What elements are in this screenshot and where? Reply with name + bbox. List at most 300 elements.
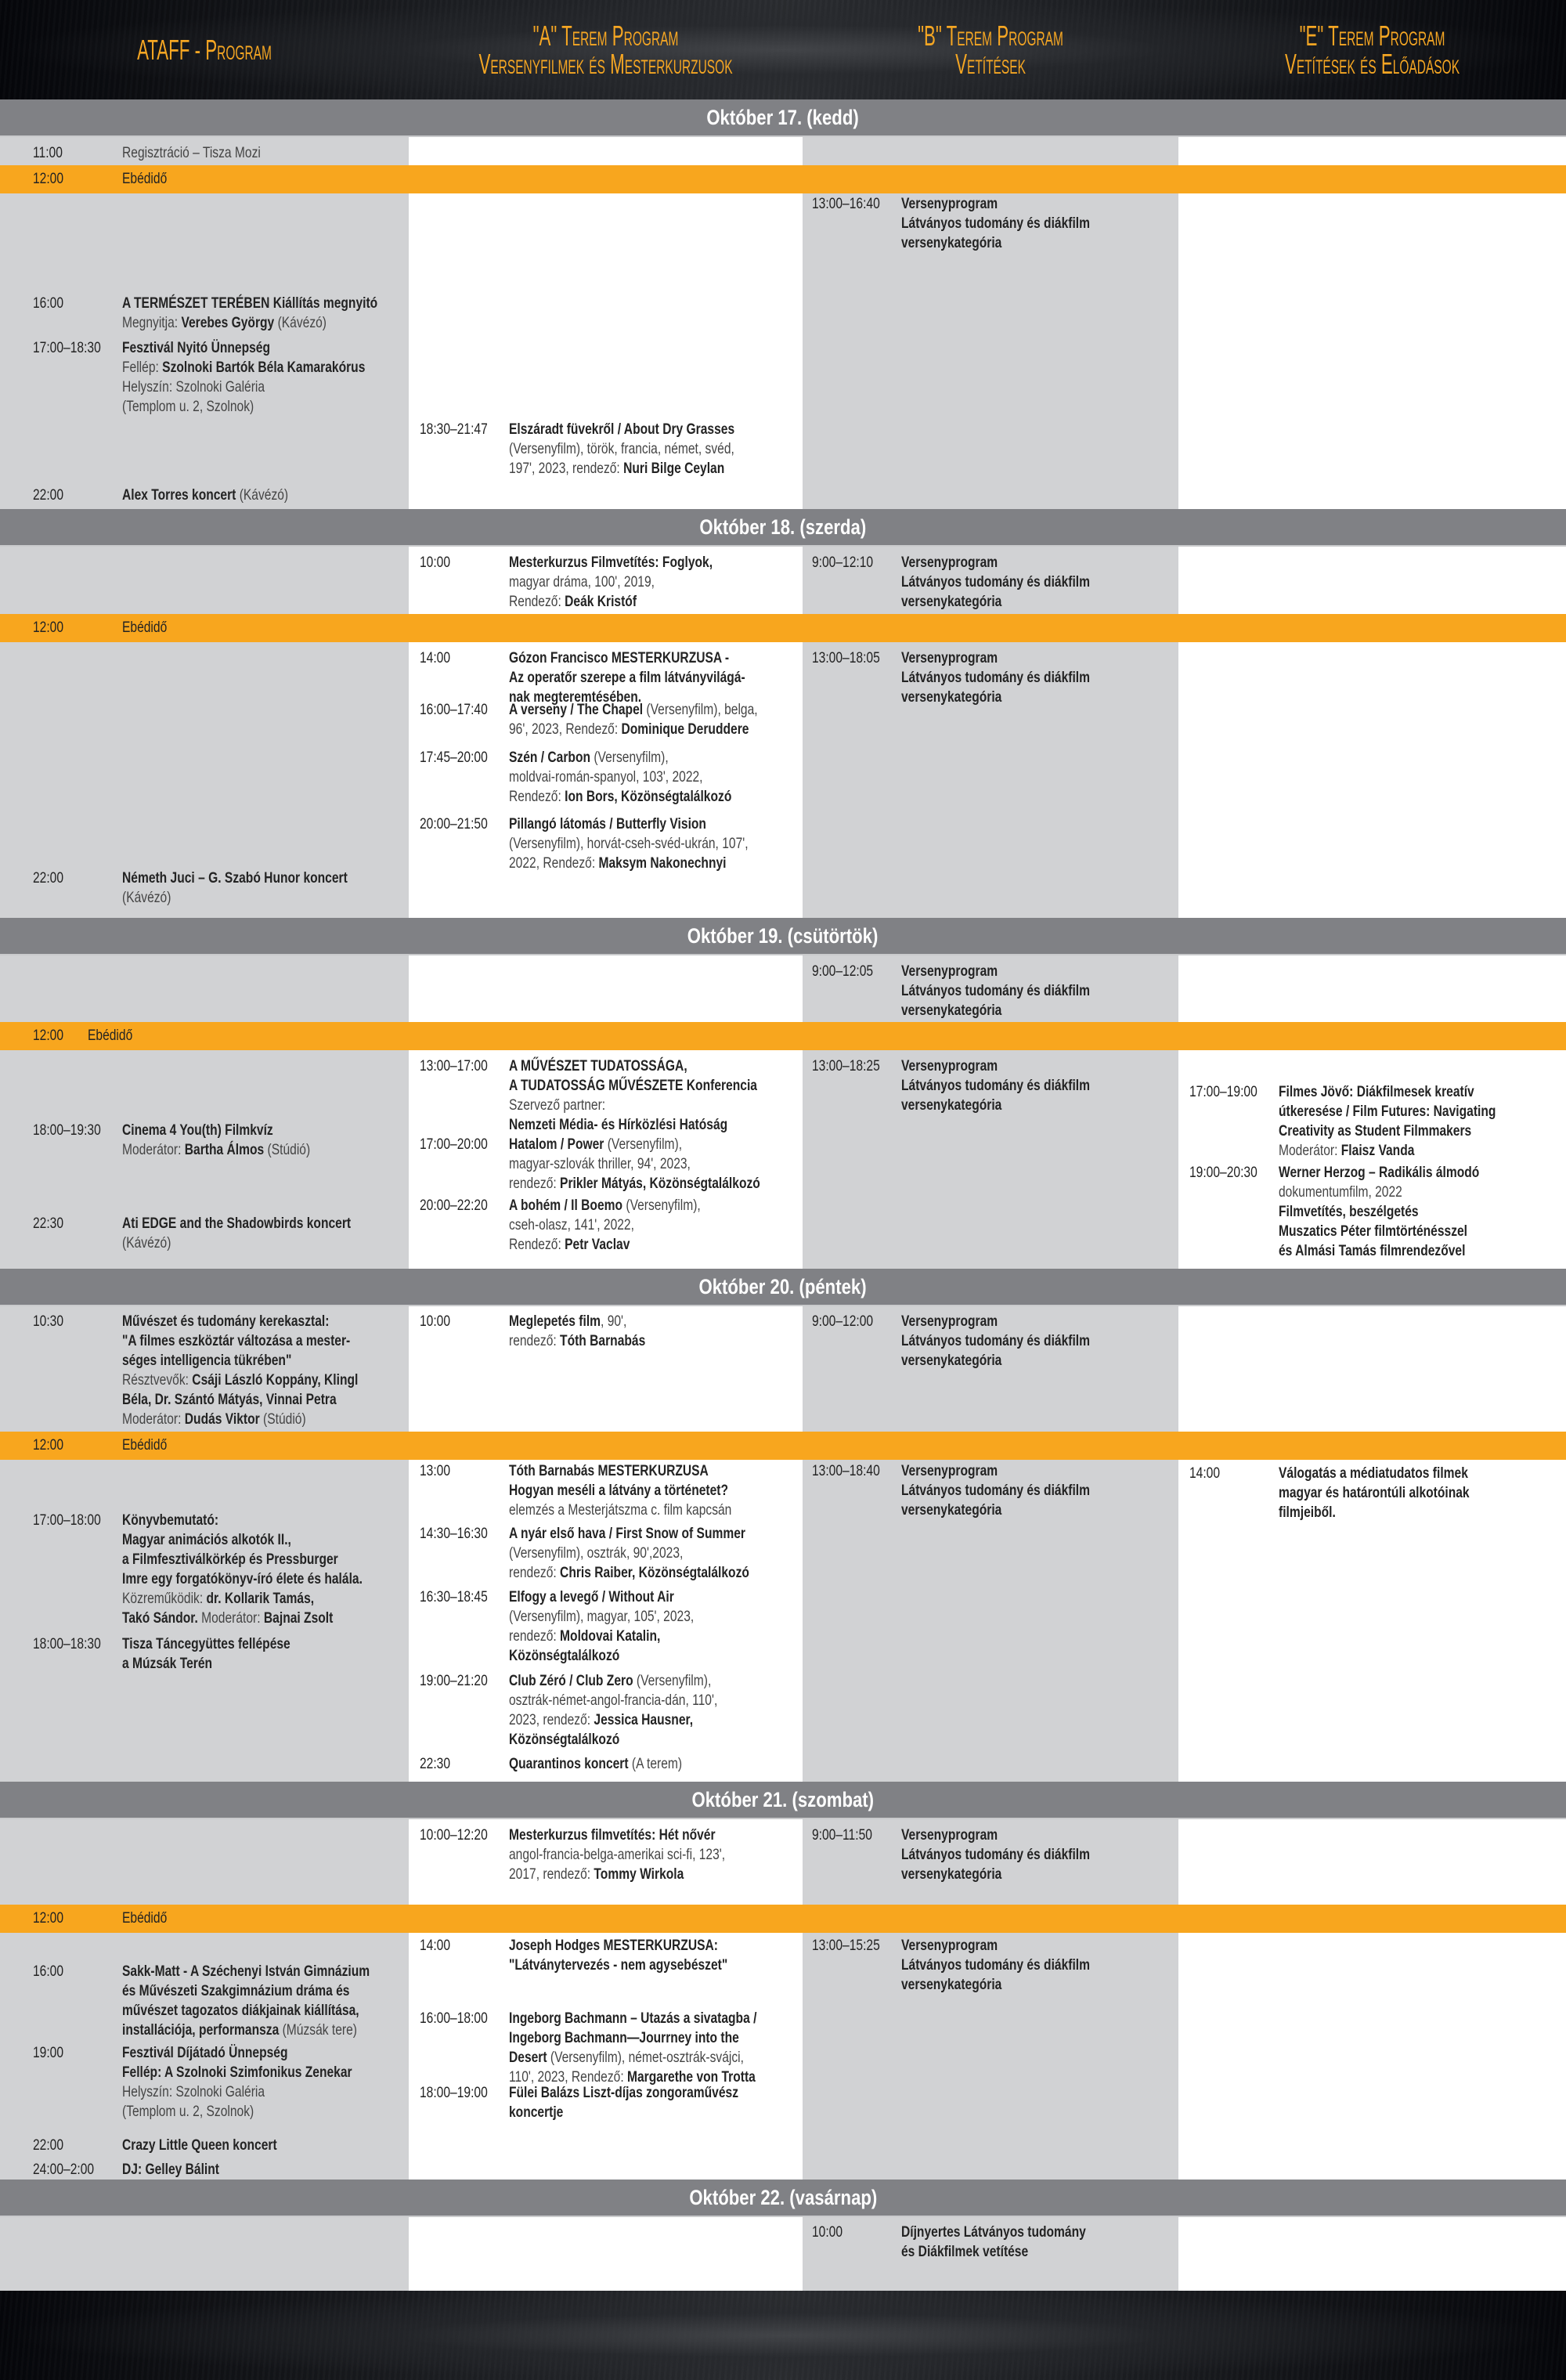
event-time-text: 9:00–12:00 xyxy=(812,1313,874,1330)
event-line-text xyxy=(509,720,749,739)
event-line-text xyxy=(509,2103,563,2122)
text-segment: (Versenyfilm), belga, xyxy=(643,701,758,718)
event-line xyxy=(901,648,1172,668)
date-label: Október 19. (csütörtök) xyxy=(687,923,879,948)
lunch-break-bar xyxy=(0,614,1566,642)
event-time-text: 14:00 xyxy=(420,649,451,666)
event-line-text xyxy=(901,233,1001,253)
event-line-text xyxy=(509,1691,717,1710)
event-line-text xyxy=(122,2160,219,2180)
lunch-label-text: Ebédidő xyxy=(122,1909,168,1927)
event-time xyxy=(812,194,901,253)
event-line xyxy=(901,1001,1172,1020)
event-line xyxy=(509,720,820,739)
event-line xyxy=(122,1634,401,1654)
event-line-text xyxy=(509,1154,691,1174)
event-line-text xyxy=(509,814,706,834)
date-label: Október 20. (péntek) xyxy=(698,1274,868,1298)
date-band xyxy=(0,509,1566,547)
person-name: Moldovai Katalin, xyxy=(560,1627,661,1645)
text-segment: Szén / Carbon xyxy=(509,749,591,766)
event-line xyxy=(901,194,1172,214)
event-description xyxy=(509,2083,799,2122)
event-line-text xyxy=(901,1331,1090,1351)
event-line xyxy=(509,1501,799,1520)
event-line-text xyxy=(1279,1082,1474,1102)
person-name: Takó Sándor. xyxy=(122,1609,198,1627)
person-name: Prikler Mátyás, Közönségtalálkozó xyxy=(560,1175,760,1192)
event-line xyxy=(509,834,808,854)
text-segment: A TUDATOSSÁG MŰVÉSZETE Konferencia xyxy=(509,1077,757,1094)
event-line xyxy=(901,962,1172,981)
event-item[interactable] xyxy=(33,338,401,417)
event-time-text: 13:00–15:25 xyxy=(812,1937,880,1954)
event-line xyxy=(509,1115,819,1135)
text-segment: (Versenyfilm), magyar, 105', 2023, xyxy=(509,1608,695,1625)
event-time-text: 16:30–18:45 xyxy=(420,1588,488,1605)
text-segment: Muszatics Péter filmtörténésszel xyxy=(1279,1223,1468,1240)
event-item[interactable] xyxy=(33,1214,401,1253)
event-line xyxy=(509,592,799,612)
text-segment: (Stúdió) xyxy=(259,1410,306,1428)
text-segment: Németh Juci – G. Szabó Hunor koncert xyxy=(122,869,348,887)
event-line-text xyxy=(122,2001,359,2021)
event-line-text xyxy=(509,1524,745,1544)
event-item[interactable] xyxy=(420,1461,799,1520)
lunch-time xyxy=(33,1026,88,1046)
event-item[interactable] xyxy=(812,194,1172,253)
event-line xyxy=(509,1154,823,1174)
event-line-text xyxy=(122,313,327,333)
text-segment: Fülei Balázs Liszt-díjas zongoraművész xyxy=(509,2084,739,2101)
text-segment: versenykategória xyxy=(901,1501,1002,1519)
text-segment: , 90', xyxy=(601,1313,627,1330)
person-name: Bartha Álmos xyxy=(184,1141,265,1158)
lunch-break-bar xyxy=(0,1905,1566,1933)
text-segment: Magyar animációs alkotók II., xyxy=(122,1531,291,1548)
event-item[interactable] xyxy=(420,1312,799,1351)
event-line-text xyxy=(122,358,365,377)
text-segment: Ati EDGE and the Shadowbirds koncert xyxy=(122,1215,352,1232)
event-line xyxy=(122,1312,417,1331)
event-item[interactable] xyxy=(420,1587,799,1666)
text-segment: (Múzsák tere) xyxy=(279,2021,357,2039)
event-item[interactable] xyxy=(420,1936,799,1975)
text-segment: (Kávézó) xyxy=(236,486,289,504)
event-item[interactable] xyxy=(33,1511,401,1628)
event-line-text xyxy=(509,420,734,439)
event-line-text xyxy=(509,1056,687,1076)
event-time xyxy=(33,143,122,163)
lunch-time-text: 12:00 xyxy=(33,1909,64,1927)
event-line-text xyxy=(901,1845,1090,1865)
text-segment: Elszáradt füvekről / About Dry Grasses xyxy=(509,421,735,438)
event-item[interactable] xyxy=(812,553,1172,612)
text-segment: Az operatőr szerepe a film látványvilágá- xyxy=(509,669,745,686)
event-line-text xyxy=(122,1609,333,1628)
event-item[interactable] xyxy=(812,1826,1172,1884)
person-name: Bajnai Zsolt xyxy=(263,1609,334,1627)
event-item[interactable] xyxy=(420,1754,799,1774)
event-time xyxy=(812,1936,901,1995)
person-name: Dudás Viktor xyxy=(184,1410,260,1428)
event-line xyxy=(509,1671,799,1691)
event-time xyxy=(33,2136,122,2155)
event-line xyxy=(901,1056,1172,1076)
event-time-text: 14:30–16:30 xyxy=(420,1525,488,1542)
text-segment: "Látványtervezés - nem agysebészet" xyxy=(509,1956,728,1974)
event-line-text xyxy=(1279,1121,1471,1141)
event-description xyxy=(509,1312,799,1351)
event-line-text xyxy=(122,1312,329,1331)
event-time xyxy=(420,648,509,707)
text-segment: Tóth Barnabás MESTERKURZUSA xyxy=(509,1462,709,1479)
event-description xyxy=(901,1461,1172,1520)
event-line-text xyxy=(509,2083,738,2103)
event-line-text xyxy=(122,1530,291,1550)
event-line xyxy=(122,1214,408,1233)
event-line-text xyxy=(122,869,348,888)
event-line-text xyxy=(509,1646,619,1666)
event-line xyxy=(509,2083,799,2103)
event-time-text: 16:00–18:00 xyxy=(420,2010,488,2027)
event-line-text xyxy=(901,1865,1001,1884)
text-segment: Mesterkurzus filmvetítés: Hét nővér xyxy=(509,1826,716,1844)
column-ataff xyxy=(0,1819,409,2180)
event-item[interactable] xyxy=(420,1196,799,1255)
header-subtitle: Versenyfilmek és Mesterkurzusok xyxy=(478,47,733,80)
person-name: dr. Kollarik Tamás, xyxy=(206,1590,315,1607)
event-item[interactable] xyxy=(420,700,799,739)
event-item[interactable] xyxy=(420,420,799,479)
event-time-text: 18:00–19:30 xyxy=(33,1121,101,1139)
event-line xyxy=(1279,1082,1565,1102)
event-item[interactable] xyxy=(420,1524,799,1583)
text-segment: Imre egy forgatókönyv-író élete és halála. xyxy=(122,1570,363,1587)
text-segment: Versenyprogram xyxy=(901,962,998,980)
text-segment: magyar-szlovák thriller, 94', 2023, xyxy=(509,1155,691,1172)
event-time-text: 13:00–16:40 xyxy=(812,195,880,212)
event-line-text xyxy=(509,1956,727,1975)
event-line-text xyxy=(509,439,734,459)
column-terem-e xyxy=(1178,547,1566,918)
text-segment: A nyár első hava / First Snow of Summer xyxy=(509,1525,745,1542)
text-segment: Hogyan meséli a látvány a történetet? xyxy=(509,1482,729,1499)
event-line xyxy=(901,572,1172,592)
event-line xyxy=(509,748,799,767)
event-line-text xyxy=(509,1826,716,1845)
event-item[interactable] xyxy=(812,1461,1172,1520)
text-segment: Moderátor: xyxy=(122,1141,185,1158)
event-description xyxy=(901,1312,1172,1371)
event-line-text xyxy=(901,981,1090,1001)
text-segment: DJ: Gelley Bálint xyxy=(122,2161,219,2178)
event-line-text xyxy=(509,668,745,688)
event-item[interactable] xyxy=(420,553,799,612)
column-terem-b xyxy=(803,547,1178,918)
text-segment: Meglepetés film xyxy=(509,1313,601,1330)
text-segment: Díjnyertes Látványos tudomány xyxy=(901,2223,1086,2241)
event-line-text xyxy=(122,1589,314,1609)
event-line xyxy=(901,1351,1172,1371)
event-item[interactable] xyxy=(420,2083,799,2122)
event-line xyxy=(122,1121,401,1140)
text-segment: (Kávézó) xyxy=(122,1234,171,1251)
event-line-text xyxy=(1279,1241,1465,1261)
event-item[interactable] xyxy=(33,1121,401,1160)
column-terem-a xyxy=(409,1306,803,1782)
lunch-time xyxy=(33,169,122,189)
event-line xyxy=(122,2021,431,2040)
event-item[interactable] xyxy=(420,1671,799,1750)
event-item[interactable] xyxy=(812,1936,1172,1995)
event-line xyxy=(509,1544,810,1563)
event-item[interactable] xyxy=(33,2136,401,2155)
event-description xyxy=(901,962,1172,1020)
text-segment: Moderátor: xyxy=(1279,1142,1341,1159)
event-line xyxy=(509,1056,819,1076)
event-item[interactable] xyxy=(420,1056,799,1135)
text-segment: a Múzsák Terén xyxy=(122,1655,213,1672)
event-line xyxy=(122,2001,431,2021)
event-line-text xyxy=(509,767,703,787)
lunch-time xyxy=(33,1436,122,1455)
event-description xyxy=(509,1754,799,1774)
lunch-label xyxy=(122,1436,179,1455)
event-item[interactable] xyxy=(33,869,401,908)
event-line xyxy=(1279,1483,1565,1503)
event-item[interactable] xyxy=(812,1056,1172,1115)
event-line xyxy=(509,1646,799,1666)
event-line xyxy=(122,338,426,358)
event-description xyxy=(901,1936,1172,1995)
text-segment: Versenyprogram xyxy=(901,1937,998,1954)
event-line xyxy=(122,1530,423,1550)
event-line-text xyxy=(901,648,998,668)
text-segment: Desert xyxy=(509,2049,547,2066)
event-time xyxy=(420,1056,509,1135)
event-line-text xyxy=(509,1196,701,1215)
event-line-text xyxy=(509,1235,630,1255)
event-time xyxy=(33,338,122,417)
text-segment: magyar dráma, 100', 2019, xyxy=(509,573,655,590)
event-line-text xyxy=(122,1331,350,1351)
event-item[interactable] xyxy=(812,2223,1172,2262)
event-line xyxy=(509,1481,799,1501)
text-segment: dokumentumfilm, 2022 xyxy=(1279,1183,1402,1201)
event-line-text xyxy=(901,1501,1001,1520)
event-line xyxy=(509,1235,799,1255)
text-segment: installációja, performansza xyxy=(122,2021,280,2039)
text-segment: Versenyprogram xyxy=(901,1462,998,1479)
text-segment: Rendező: xyxy=(509,788,565,805)
event-item[interactable] xyxy=(33,143,401,163)
event-item[interactable] xyxy=(420,814,799,873)
event-line xyxy=(901,1076,1172,1096)
text-segment: Szervező partner: xyxy=(509,1096,606,1114)
event-time-text: 9:00–12:05 xyxy=(812,962,874,980)
event-line xyxy=(509,648,804,668)
event-item[interactable] xyxy=(812,962,1172,1020)
event-time xyxy=(420,1587,509,1666)
lunch-label-text: Ebédidő xyxy=(122,619,168,636)
event-description xyxy=(122,1121,401,1160)
event-time-text: 20:00–21:50 xyxy=(420,815,488,832)
text-segment: A MŰVÉSZET TUDATOSSÁGA, xyxy=(509,1057,687,1074)
text-segment: Ingeborg Bachmann – Utazás a sivatagba / xyxy=(509,2010,757,2027)
event-line xyxy=(122,1331,417,1351)
event-line-text xyxy=(1279,1483,1470,1503)
event-item[interactable] xyxy=(420,1135,799,1194)
text-segment: Sakk-Matt - A Széchenyi István Gimnázium xyxy=(122,1963,370,1980)
event-time-text: 20:00–22:20 xyxy=(420,1197,488,1214)
event-item[interactable] xyxy=(420,748,799,807)
lunch-time xyxy=(33,618,122,637)
text-segment: Creativity as Student Filmmakers xyxy=(1279,1122,1472,1139)
text-segment: rendező: xyxy=(509,1332,561,1349)
event-time xyxy=(33,486,122,505)
event-item[interactable] xyxy=(1189,1464,1565,1522)
event-description xyxy=(509,1587,799,1666)
event-description xyxy=(122,1511,423,1628)
event-time-text: 18:00–19:00 xyxy=(420,2084,488,2101)
event-item[interactable] xyxy=(33,1634,401,1674)
text-segment: Club Zéró / Club Zero xyxy=(509,1672,633,1689)
event-line-text xyxy=(509,1076,757,1096)
event-line-text xyxy=(901,214,1090,233)
event-line-text xyxy=(509,787,731,807)
event-item[interactable] xyxy=(33,2043,401,2122)
event-line xyxy=(1279,1464,1565,1483)
text-segment: versenykategória xyxy=(901,688,1002,706)
event-time xyxy=(420,2009,509,2087)
event-description xyxy=(122,1214,408,1253)
event-line-text xyxy=(122,2102,254,2122)
event-line xyxy=(122,1569,423,1589)
event-line xyxy=(509,1607,799,1627)
event-time xyxy=(420,814,509,873)
event-description xyxy=(901,1056,1172,1115)
event-time-text: 13:00–18:05 xyxy=(812,649,880,666)
lunch-time-text: 12:00 xyxy=(33,1436,64,1454)
date-band xyxy=(0,1782,1566,1819)
event-line xyxy=(901,1826,1172,1845)
event-time-text: 22:00 xyxy=(33,869,64,887)
header-terem-e xyxy=(1252,0,1492,99)
event-item[interactable] xyxy=(33,294,401,333)
text-segment: (Kávézó) xyxy=(122,889,171,906)
event-item[interactable] xyxy=(33,1962,401,2040)
event-time-text: 18:00–18:30 xyxy=(33,1635,101,1652)
event-line-text xyxy=(122,397,254,417)
text-segment: Fellép: A Szolnoki Szimfonikus Zenekar xyxy=(122,2064,352,2081)
text-segment: Versenyprogram xyxy=(901,195,998,212)
event-description xyxy=(122,1962,431,2040)
text-segment: Helyszín: Szolnoki Galéria xyxy=(122,2083,265,2100)
event-line xyxy=(901,1331,1172,1351)
lunch-time-text: 12:00 xyxy=(33,170,64,187)
text-segment: cseh-olasz, 141', 2022, xyxy=(509,1216,634,1233)
event-line-text xyxy=(901,2242,1028,2262)
event-description xyxy=(509,1826,799,1884)
event-item[interactable] xyxy=(812,1312,1172,1371)
event-line-text xyxy=(509,1730,619,1750)
event-item[interactable] xyxy=(1189,1163,1565,1261)
event-item[interactable] xyxy=(33,2160,401,2180)
event-line-text xyxy=(901,1975,1001,1995)
event-item[interactable] xyxy=(812,648,1172,707)
header-title: "B" Terem Program xyxy=(918,19,1063,52)
event-line xyxy=(122,313,442,333)
event-time-text: 14:00 xyxy=(420,1937,451,1954)
text-segment: Rendező: xyxy=(509,1236,565,1253)
event-line xyxy=(509,1076,819,1096)
event-line xyxy=(1279,1202,1565,1222)
event-time xyxy=(33,1312,122,1429)
event-item[interactable] xyxy=(420,2009,799,2087)
event-time xyxy=(420,1826,509,1884)
event-time xyxy=(33,2160,122,2180)
text-segment: nak megteremtésében. xyxy=(509,688,642,706)
event-time xyxy=(420,2083,509,2122)
event-time xyxy=(33,1511,122,1628)
date-label: Október 17. (kedd) xyxy=(706,105,860,129)
text-segment: 197', 2023, rendező: xyxy=(509,460,624,477)
event-description xyxy=(509,748,799,807)
text-segment: 2022, Rendező: xyxy=(509,854,599,872)
event-line xyxy=(901,214,1172,233)
event-line xyxy=(509,1331,799,1351)
event-time-text: 13:00–18:25 xyxy=(812,1057,880,1074)
event-line xyxy=(509,1845,799,1865)
event-description xyxy=(901,2223,1172,2262)
event-line xyxy=(901,1845,1172,1865)
event-line xyxy=(901,1461,1172,1481)
event-time-text: 22:00 xyxy=(33,2136,64,2154)
event-line-text xyxy=(509,1563,749,1583)
event-line xyxy=(509,572,799,592)
event-item[interactable] xyxy=(420,1826,799,1884)
text-segment: Versenyprogram xyxy=(901,1826,998,1844)
event-time-text: 19:00 xyxy=(33,2044,64,2061)
event-line xyxy=(509,787,799,807)
event-item[interactable] xyxy=(1189,1082,1565,1161)
event-line-text xyxy=(901,572,1090,592)
event-item[interactable] xyxy=(420,648,799,707)
event-description xyxy=(122,1634,401,1674)
event-line-text xyxy=(122,338,270,358)
event-line-text xyxy=(901,2223,1086,2242)
event-time xyxy=(420,553,509,612)
event-line xyxy=(122,1962,431,1981)
event-line-text xyxy=(122,2043,288,2063)
event-line xyxy=(1279,1121,1565,1141)
event-time xyxy=(420,748,509,807)
date-band xyxy=(0,99,1566,137)
event-line-text xyxy=(509,572,655,592)
event-line xyxy=(901,592,1172,612)
text-segment: (Templom u. 2, Szolnok) xyxy=(122,398,254,415)
event-description xyxy=(1279,1082,1565,1161)
text-segment: (Versenyfilm), horvát-cseh-svéd-ukrán, 107', xyxy=(509,835,749,852)
person-name: Verebes György xyxy=(181,314,275,331)
column-ataff xyxy=(0,955,409,1269)
event-line-text xyxy=(122,1214,351,1233)
event-item[interactable] xyxy=(33,1312,401,1429)
event-item[interactable] xyxy=(33,486,401,505)
text-segment: a Filmfesztiválkörkép és Pressburger xyxy=(122,1551,338,1568)
text-segment: Nemzeti Média- és Hírközlési Hatóság xyxy=(509,1116,728,1133)
